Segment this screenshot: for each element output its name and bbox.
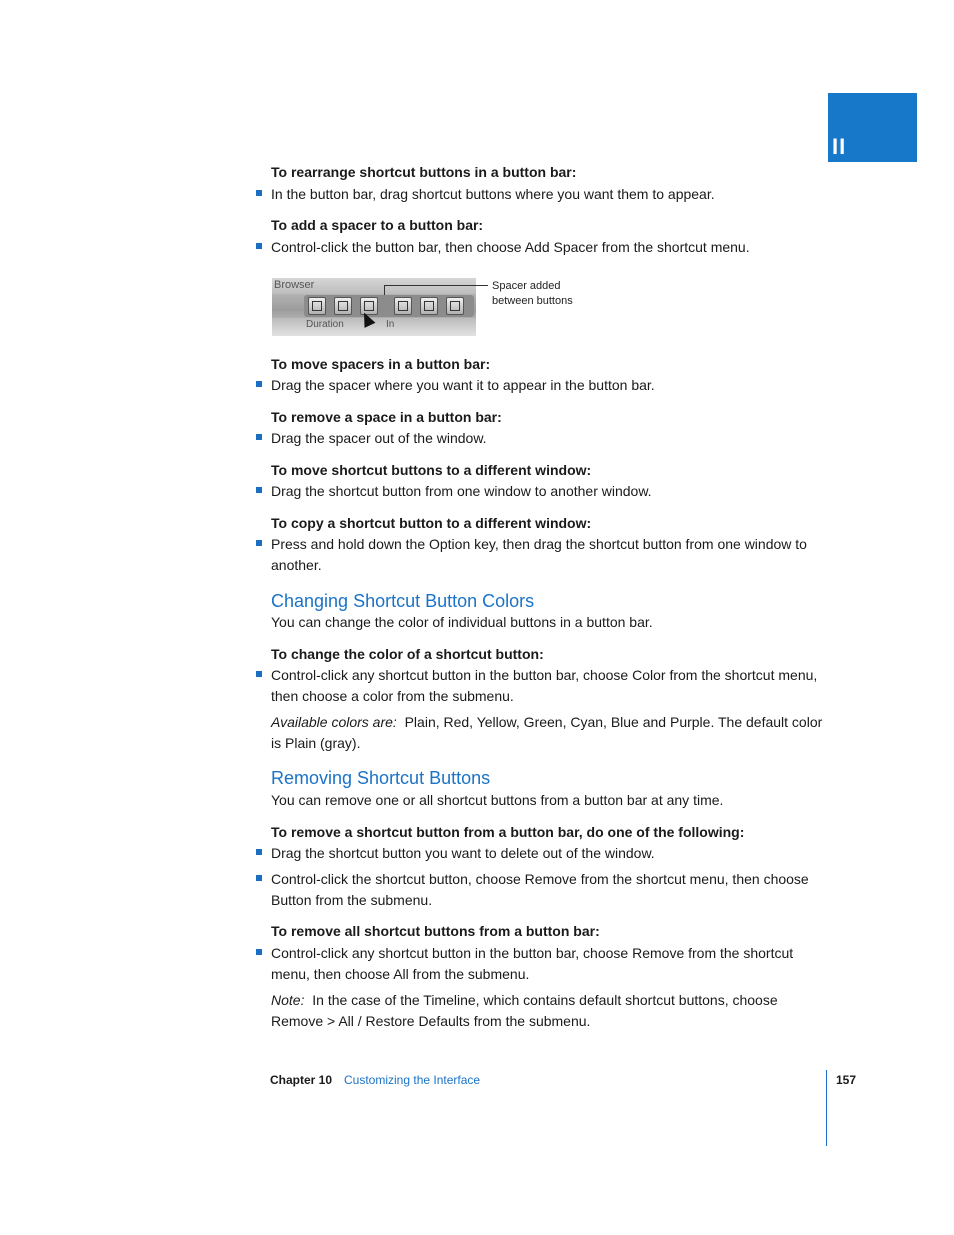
task-remove-space: To remove a space in a button bar:: [271, 409, 502, 425]
bullet-text: Control-click the button bar, then choose Add Spacer from the shortcut menu.: [271, 239, 750, 255]
note: [271, 990, 827, 1032]
list-item: [256, 237, 826, 258]
part-tab-label: II: [832, 134, 847, 159]
bullet-icon: [256, 434, 262, 440]
film-icon: [312, 301, 322, 311]
task-remove-all: To remove all shortcut buttons from a button bar:: [271, 923, 600, 939]
note-text: In the case of the Timeline, which contains default shortcut buttons, choose Remove > All / Restore Defaults from the submenu.: [271, 992, 778, 1029]
bullet-text: Control-click the shortcut button, choose Remove from the shortcut menu, then choose Button from the submenu.: [271, 871, 809, 908]
bullet-icon: [256, 190, 262, 196]
task-add-spacer: To add a spacer to a button bar:: [271, 217, 484, 233]
list-item: [256, 534, 826, 576]
list-item: [256, 869, 826, 911]
available-colors-label: Available colors are:: [271, 714, 397, 730]
figure-titlebar: [272, 278, 476, 294]
callout-line: [384, 285, 488, 286]
grid-icon: [450, 301, 460, 311]
bullet-icon: [256, 875, 262, 881]
page-number: 157: [836, 1073, 857, 1087]
list-item: [256, 184, 826, 205]
shortcut-button[interactable]: [420, 297, 438, 315]
available-colors-text: Plain, Red, Yellow, Green, Cyan, Blue and Purple. The default color is Plain (gray).: [271, 714, 823, 751]
callout-line2: between buttons: [492, 295, 573, 307]
shortcut-button[interactable]: [446, 297, 464, 315]
list-item: [256, 665, 826, 707]
bullet-text: Drag the shortcut button from one window to another window.: [271, 483, 652, 499]
bullet-icon: [256, 849, 262, 855]
bullet-icon: [256, 540, 262, 546]
footer-divider: [826, 1070, 827, 1146]
bullet-icon: [256, 949, 262, 955]
bullet-icon: [256, 671, 262, 677]
figure-col-in: In: [386, 319, 395, 330]
task-copy-window: To copy a shortcut button to a different window:: [271, 515, 592, 531]
button-bar-figure: [272, 278, 476, 336]
task-rearrange: To rearrange shortcut buttons in a button bar:: [271, 164, 577, 180]
list-item: [256, 481, 826, 502]
bullet-text: Drag the shortcut button you want to delete out of the window.: [271, 845, 655, 861]
heading-colors: Changing Shortcut Button Colors: [271, 591, 535, 611]
part-tab: [828, 93, 917, 162]
list-item: [256, 843, 826, 864]
shortcut-button[interactable]: [308, 297, 326, 315]
footer-chapter: Chapter 10: [270, 1073, 333, 1087]
figure-col-duration: Duration: [306, 319, 344, 330]
bullet-text: In the button bar, drag shortcut buttons where you want them to appear.: [271, 186, 715, 202]
bullet-icon: [256, 243, 262, 249]
removing-intro: You can remove one or all shortcut buttons from a button bar at any time.: [271, 792, 724, 808]
heading-removing: Removing Shortcut Buttons: [271, 768, 491, 788]
note-label: Note:: [271, 992, 305, 1008]
bullet-text: Control-click any shortcut button in the button bar, choose Color from the shortcut menu, then choose a color from the submenu.: [271, 667, 818, 704]
task-change-color: To change the color of a shortcut button:: [271, 646, 544, 662]
bullet-text: Drag the spacer out of the window.: [271, 430, 487, 446]
list-item: [256, 943, 826, 985]
bullet-text: Drag the spacer where you want it to appear in the button bar.: [271, 377, 655, 393]
list-item: [256, 375, 826, 396]
shortcut-button[interactable]: [334, 297, 352, 315]
callout-line1: Spacer added: [492, 280, 561, 292]
clip-icon: [338, 301, 348, 311]
figure-window-title: Browser: [274, 279, 315, 291]
task-move-window: To move shortcut buttons to a different window:: [271, 462, 592, 478]
figure-callout: [492, 279, 573, 309]
colors-intro: You can change the color of individual buttons in a button bar.: [271, 614, 653, 630]
list-item: [256, 428, 826, 449]
bullet-text: Press and hold down the Option key, then drag the shortcut button from one window to another.: [271, 536, 807, 573]
callout-line: [384, 285, 385, 295]
available-colors: [271, 712, 827, 754]
grid-icon: [424, 301, 434, 311]
task-move-spacers: To move spacers in a button bar:: [271, 356, 491, 372]
bullet-icon: [256, 487, 262, 493]
clip-icon: [398, 301, 408, 311]
footer-chapter-title: Customizing the Interface: [344, 1073, 481, 1087]
bullet-icon: [256, 381, 262, 387]
task-remove-one: To remove a shortcut button from a button bar, do one of the following:: [271, 824, 745, 840]
bullet-text: Control-click any shortcut button in the button bar, choose Remove from the shortcut menu, then choose All from the submenu.: [271, 945, 794, 982]
shortcut-button[interactable]: [394, 297, 412, 315]
